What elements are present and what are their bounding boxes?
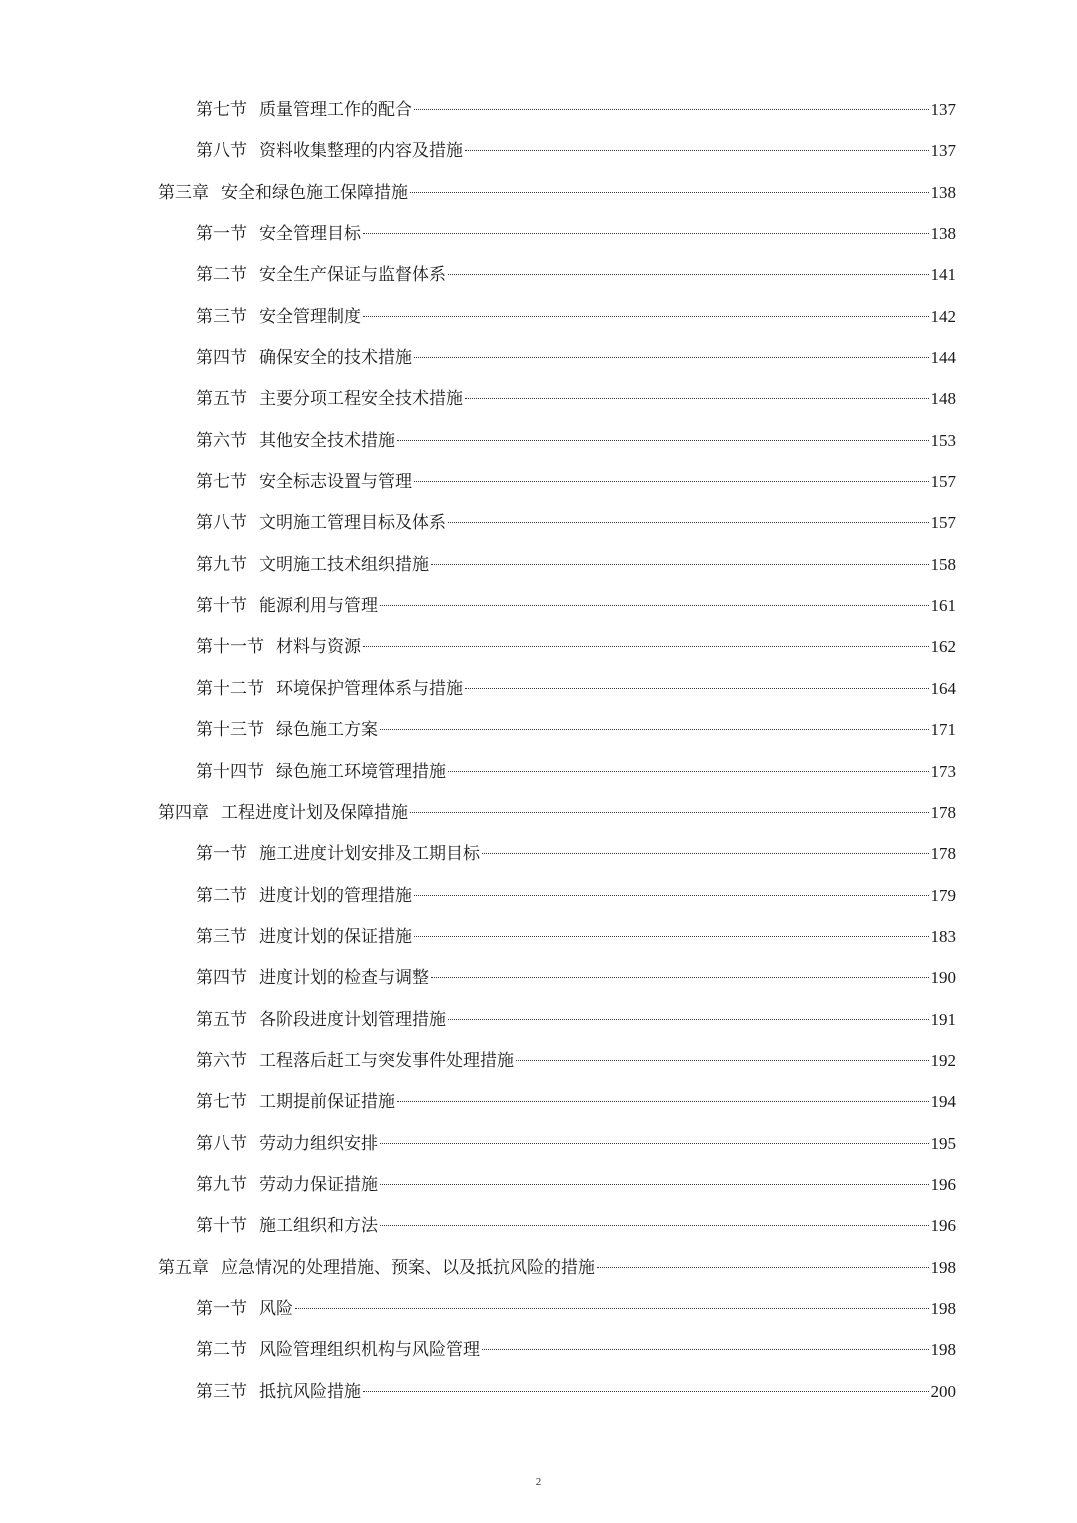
toc-chapter-row[interactable]	[0, 792, 1077, 833]
toc-entry-title: 抵抗风险措施	[259, 1381, 361, 1402]
toc-dot-leader	[397, 1101, 929, 1102]
toc-entry-title: 施工进度计划安排及工期目标	[259, 844, 480, 865]
toc-entry-title: 工程落后赶工与突发事件处理措施	[259, 1050, 514, 1071]
toc-dot-leader	[448, 274, 929, 275]
toc-entry-label: 第二节	[196, 1340, 247, 1361]
toc-entry-title: 劳动力组织安排	[259, 1133, 378, 1154]
toc-entry-title: 主要分项工程安全技术措施	[259, 389, 463, 410]
toc-dot-leader	[410, 192, 929, 193]
toc-page-number: 157	[930, 472, 956, 492]
toc-entry-title: 其他安全技术措施	[259, 430, 395, 451]
toc-section-row[interactable]	[0, 1205, 1077, 1246]
toc-entry-title: 进度计划的管理措施	[259, 885, 412, 906]
toc-section-row[interactable]	[0, 1123, 1077, 1164]
toc-dot-leader	[295, 1308, 929, 1309]
toc-entry-label: 第三节	[196, 926, 247, 947]
toc-page-number: 158	[930, 554, 956, 574]
toc-page-number: 190	[930, 968, 956, 988]
toc-chapter-row[interactable]	[0, 172, 1077, 213]
toc-entry-label: 第七节	[196, 100, 247, 120]
toc-dot-leader	[380, 1143, 929, 1144]
toc-section-row[interactable]	[0, 544, 1077, 585]
toc-entry-label: 第四节	[196, 968, 247, 989]
toc-dot-leader	[448, 771, 929, 772]
toc-entry-label: 第六节	[196, 1050, 247, 1071]
toc-section-row[interactable]	[0, 833, 1077, 874]
toc-dot-leader	[465, 688, 929, 689]
toc-section-row[interactable]	[0, 1164, 1077, 1205]
toc-section-row[interactable]	[0, 1081, 1077, 1122]
toc-entry-label: 第九节	[196, 1174, 247, 1195]
toc-page-number: 173	[930, 761, 956, 781]
toc-entry-title: 进度计划的保证措施	[259, 926, 412, 947]
toc-dot-leader	[516, 1060, 929, 1061]
toc-entry-label: 第八节	[196, 513, 247, 534]
toc-dot-leader	[431, 564, 929, 565]
toc-entry-title: 环境保护管理体系与措施	[276, 678, 463, 699]
toc-dot-leader	[380, 729, 929, 730]
toc-entry-label: 第五节	[196, 389, 247, 410]
toc-dot-leader	[482, 1349, 929, 1350]
toc-section-row[interactable]	[0, 751, 1077, 792]
toc-page-number: 141	[930, 265, 956, 285]
toc-entry-title: 文明施工管理目标及体系	[259, 513, 446, 534]
toc-entry-title: 绿色施工方案	[276, 720, 378, 741]
toc-dot-leader	[448, 1019, 929, 1020]
toc-page-number: 178	[930, 844, 956, 864]
toc-section-row[interactable]	[0, 626, 1077, 667]
toc-entry-title: 劳动力保证措施	[259, 1174, 378, 1195]
toc-entry-label: 第八节	[196, 141, 247, 162]
toc-page-number: 178	[930, 802, 956, 822]
toc-section-row[interactable]	[0, 130, 1077, 171]
toc-page-number: 138	[930, 182, 956, 202]
page-number: 2	[535, 1476, 542, 1488]
toc-entry-label: 第五章	[158, 1257, 209, 1278]
toc-entry-title: 安全管理目标	[259, 224, 361, 245]
toc-entry-label: 第十一节	[196, 637, 264, 658]
toc-chapter-row[interactable]	[0, 1247, 1077, 1288]
toc-page-number: 198	[930, 1257, 956, 1277]
toc-page-number: 183	[930, 926, 956, 946]
toc-page-number: 142	[930, 306, 956, 326]
toc-section-row[interactable]	[0, 89, 1077, 130]
toc-dot-leader	[414, 481, 929, 482]
toc-entry-label: 第十节	[196, 596, 247, 617]
toc-entry-label: 第三章	[158, 182, 209, 203]
toc-entry-title: 资料收集整理的内容及措施	[259, 141, 463, 162]
toc-dot-leader	[363, 316, 929, 317]
toc-page-number: 164	[930, 678, 956, 698]
toc-entry-label: 第一节	[196, 844, 247, 865]
toc-page-number: 153	[930, 430, 956, 450]
toc-dot-leader	[482, 853, 929, 854]
toc-page-number: 144	[930, 348, 956, 368]
toc-section-row[interactable]	[0, 668, 1077, 709]
toc-section-row[interactable]	[0, 585, 1077, 626]
toc-page-number: 137	[930, 100, 956, 119]
toc-entry-title: 风险	[259, 1298, 293, 1319]
toc-dot-leader	[363, 646, 929, 647]
toc-dot-leader	[397, 440, 929, 441]
toc-entry-label: 第七节	[196, 1092, 247, 1113]
toc-section-row[interactable]	[0, 337, 1077, 378]
toc-page-number: 161	[930, 596, 956, 616]
toc-dot-leader	[380, 605, 929, 606]
toc-entry-title: 进度计划的检查与调整	[259, 968, 429, 989]
toc-section-row[interactable]	[0, 502, 1077, 543]
toc-dot-leader	[414, 109, 929, 110]
toc-page-number: 157	[930, 513, 956, 533]
toc-dot-leader	[414, 936, 929, 937]
toc-dot-leader	[465, 150, 929, 151]
toc-section-row[interactable]	[0, 875, 1077, 916]
toc-entry-title: 安全管理制度	[259, 306, 361, 327]
toc-entry-label: 第一节	[196, 224, 247, 245]
toc-page-number: 162	[930, 637, 956, 657]
toc-entry-title: 材料与资源	[276, 637, 361, 658]
toc-section-row[interactable]	[0, 916, 1077, 957]
toc-section-row[interactable]	[0, 1329, 1077, 1370]
toc-entry-title: 安全标志设置与管理	[259, 472, 412, 493]
toc-entry-label: 第二节	[196, 885, 247, 906]
toc-dot-leader	[597, 1267, 929, 1268]
toc-section-row[interactable]	[0, 420, 1077, 461]
toc-entry-title: 绿色施工环境管理措施	[276, 761, 446, 782]
toc-entry-label: 第八节	[196, 1133, 247, 1154]
toc-page-number: 198	[930, 1340, 956, 1360]
toc-section-row[interactable]	[0, 461, 1077, 502]
toc-page-number: 196	[930, 1216, 956, 1236]
toc-entry-title: 能源利用与管理	[259, 596, 378, 617]
toc-entry-title: 安全和绿色施工保障措施	[221, 182, 408, 203]
toc-entry-label: 第七节	[196, 472, 247, 493]
toc-entry-title: 文明施工技术组织措施	[259, 554, 429, 575]
toc-entry-label: 第九节	[196, 554, 247, 575]
toc-entry-label: 第十四节	[196, 761, 264, 782]
toc-entry-title: 工程进度计划及保障措施	[221, 802, 408, 823]
toc-entry-label: 第四章	[158, 802, 209, 823]
toc-page-number: 191	[930, 1009, 956, 1029]
toc-dot-leader	[465, 398, 929, 399]
toc-entry-title: 工期提前保证措施	[259, 1092, 395, 1113]
toc-section-row[interactable]	[0, 957, 1077, 998]
toc-page-number: 194	[930, 1092, 956, 1112]
toc-page-number: 196	[930, 1174, 956, 1194]
toc-entry-label: 第二节	[196, 265, 247, 286]
toc-section-row[interactable]	[0, 1040, 1077, 1081]
toc-page-number: 195	[930, 1133, 956, 1153]
toc-entry-title: 风险管理组织机构与风险管理	[259, 1340, 480, 1361]
toc-section-row[interactable]	[0, 254, 1077, 295]
toc-entry-label: 第六节	[196, 430, 247, 451]
toc-page-number: 179	[930, 885, 956, 905]
toc-section-row[interactable]	[0, 999, 1077, 1040]
toc-page-number: 192	[930, 1050, 956, 1070]
toc-page-number: 198	[930, 1298, 956, 1318]
toc-section-row[interactable]	[0, 378, 1077, 419]
toc-entry-label: 第一节	[196, 1298, 247, 1319]
toc-page-number: 148	[930, 389, 956, 409]
toc-dot-leader	[363, 1391, 929, 1392]
toc-page-number: 200	[930, 1381, 956, 1401]
toc-entry-title: 施工组织和方法	[259, 1216, 378, 1237]
toc-entry-title: 确保安全的技术措施	[259, 348, 412, 369]
table-of-contents	[0, 89, 1077, 1412]
toc-entry-title: 各阶段进度计划管理措施	[259, 1009, 446, 1030]
toc-dot-leader	[410, 812, 929, 813]
toc-dot-leader	[380, 1184, 929, 1185]
toc-section-row[interactable]	[0, 296, 1077, 337]
toc-dot-leader	[380, 1225, 929, 1226]
toc-page-number: 137	[930, 141, 956, 161]
toc-entry-label: 第十二节	[196, 678, 264, 699]
toc-entry-title: 安全生产保证与监督体系	[259, 265, 446, 286]
toc-entry-label: 第十节	[196, 1216, 247, 1237]
toc-section-row[interactable]	[0, 213, 1077, 254]
toc-entry-title: 质量管理工作的配合	[259, 100, 412, 120]
toc-section-row[interactable]	[0, 1288, 1077, 1329]
toc-entry-label: 第四节	[196, 348, 247, 369]
toc-dot-leader	[414, 357, 929, 358]
toc-entry-label: 第三节	[196, 1381, 247, 1402]
toc-section-row[interactable]	[0, 709, 1077, 750]
toc-entry-label: 第三节	[196, 306, 247, 327]
toc-entry-label: 第五节	[196, 1009, 247, 1030]
toc-dot-leader	[448, 522, 929, 523]
toc-page-number: 138	[930, 224, 956, 244]
toc-entry-label: 第十三节	[196, 720, 264, 741]
toc-page-number: 171	[930, 720, 956, 740]
toc-section-row[interactable]	[0, 1371, 1077, 1412]
toc-dot-leader	[414, 895, 929, 896]
toc-entry-title: 应急情况的处理措施、预案、以及抵抗风险的措施	[221, 1257, 595, 1278]
toc-dot-leader	[431, 977, 929, 978]
toc-dot-leader	[363, 233, 929, 234]
